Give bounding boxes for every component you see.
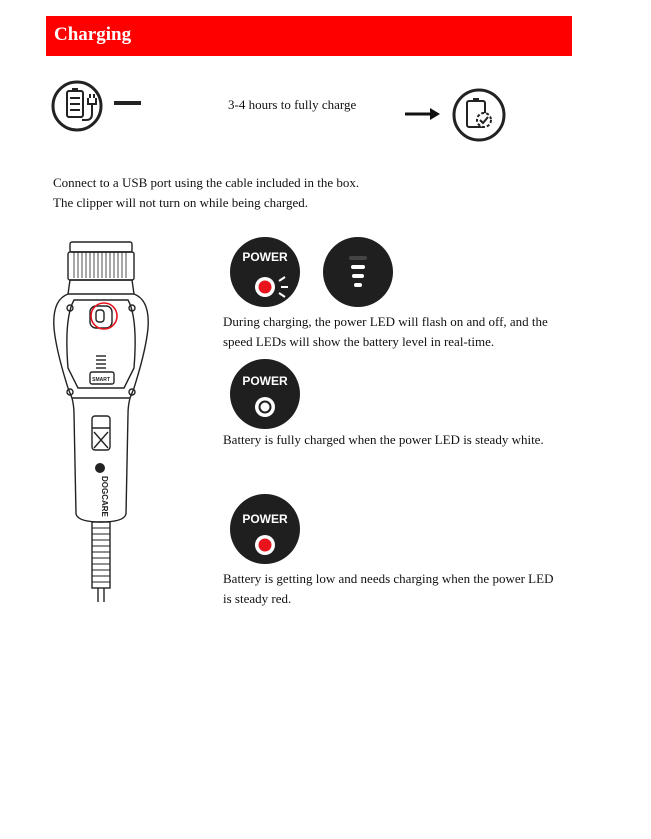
led-state-low-line-1: Battery is getting low and needs charging when the power LED: [223, 571, 554, 586]
led-state-full-line-1: Battery is fully charged when the power LED is steady white.: [223, 432, 544, 447]
power-button-label: POWER: [242, 374, 288, 388]
battery-charging-icon: [50, 78, 150, 134]
section-title: Charging: [54, 24, 132, 45]
power-button-low: [228, 492, 302, 566]
power-button-full: [228, 357, 302, 431]
clipper-illustration: [48, 238, 160, 606]
speed-leds-battery-level: [321, 235, 395, 309]
instruction-line-2: The clipper will not turn on while being charged.: [53, 195, 308, 210]
power-button-label: POWER: [242, 250, 288, 264]
charge-duration-text: 3-4 hours to fully charge: [228, 97, 357, 112]
section-header: [46, 16, 572, 56]
charge-complete-icon: [402, 86, 510, 144]
led-state-charging-line-2: speed LEDs will show the battery level in real-time.: [223, 334, 495, 349]
led-state-low-line-2: is steady red.: [223, 591, 292, 606]
led-state-charging-line-1: During charging, the power LED will flash on and off, and the: [223, 314, 548, 329]
instruction-line-1: Connect to a USB port using the cable included in the box.: [53, 175, 360, 190]
device-brand-label: DOGCARE: [100, 476, 109, 517]
power-button-charging: [228, 235, 302, 309]
device-mode-label: SMART: [92, 377, 110, 383]
power-button-label: POWER: [242, 512, 288, 526]
